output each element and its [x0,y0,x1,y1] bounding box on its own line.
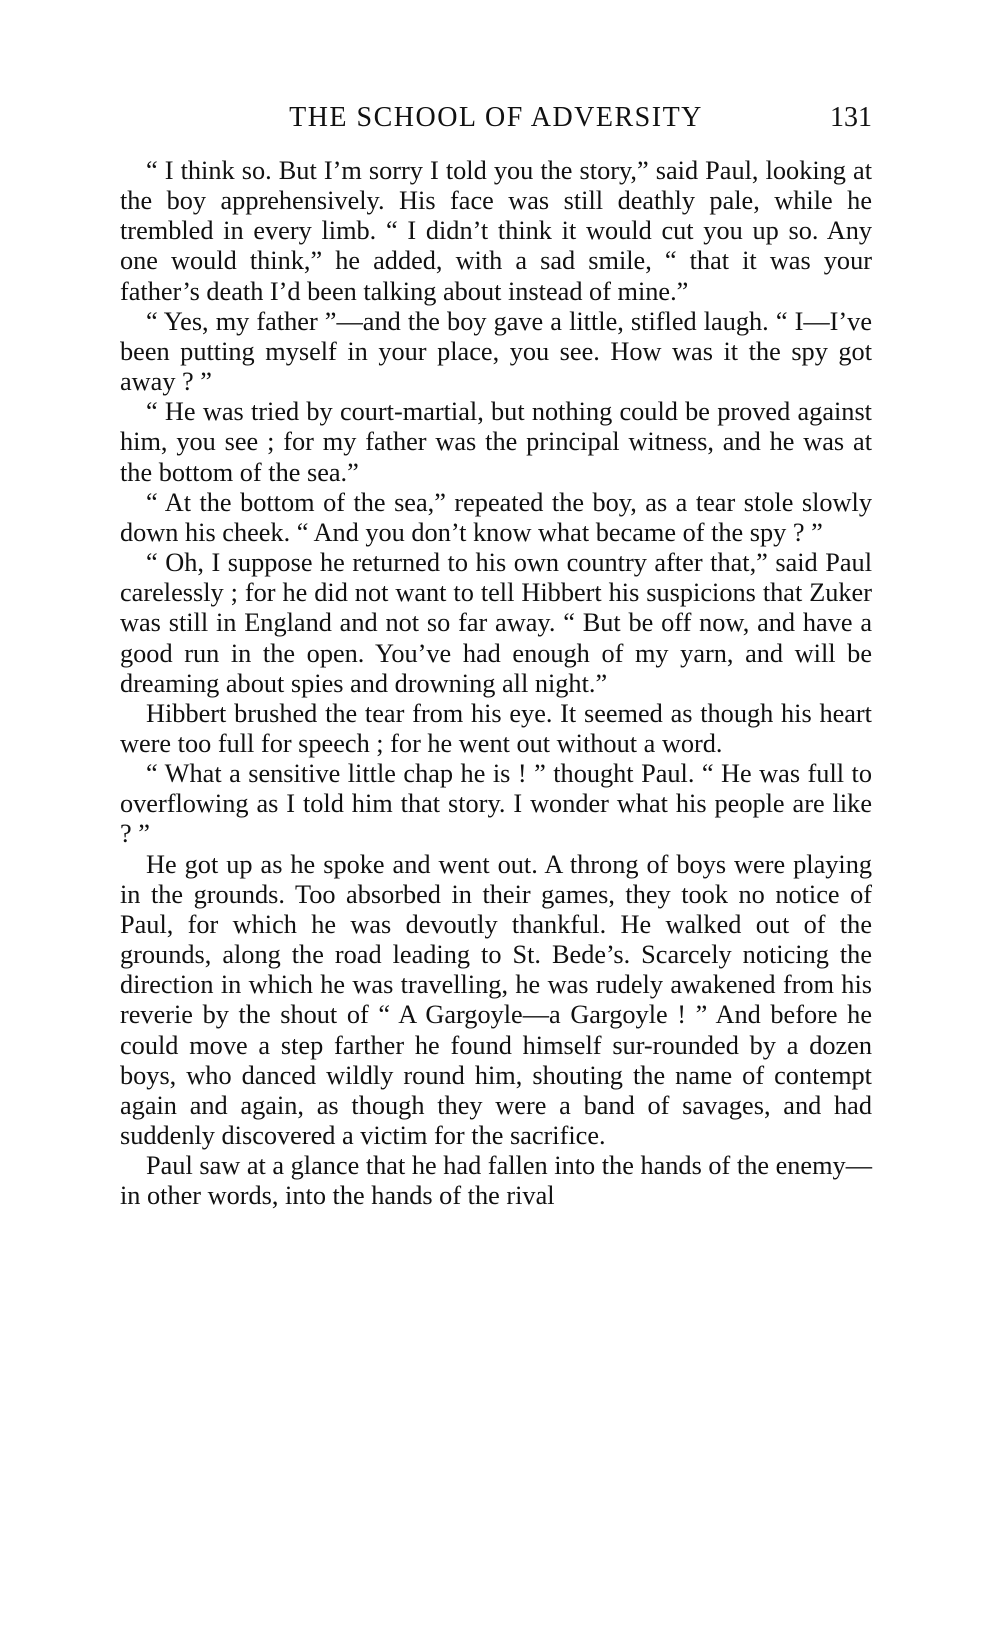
page-number: 131 [830,102,872,133]
paragraph: “ I think so. But I’m sorry I told you the story,” said Paul, looking at the boy apprehensively. His face was still deathly pale, while he trembled in every limb. “ I didn’t think it would cut you up so. Any one would think,” he added, with a sad smile, “ that it was your father’s death I’d been talking about instead of mine.” [120,156,872,306]
paragraph: “ Yes, my father ”—and the boy gave a little, stifled laugh. “ I—I’ve been putting myself in your place, you see. How was it the spy got away ? ” [120,306,872,397]
running-head [120,98,872,138]
paragraph: “ What a sensitive little chap he is ! ” thought Paul. “ He was full to overflowing as I told him that story. I wonder what his people are like ? ” [120,759,872,849]
paragraph: Hibbert brushed the tear from his eye. It seemed as though his heart were too full for speech ; for he went out without a word. [120,698,872,758]
paragraph: “ He was tried by court-martial, but nothing could be proved against him, you see ; for my father was the principal witness, and he was at the bottom of the sea.” [120,397,872,487]
paragraph: “ At the bottom of the sea,” repeated the boy, as a tear stole slowly down his cheek. “ And you don’t know what became of the spy ? ” [120,487,872,547]
paragraph: “ Oh, I suppose he returned to his own country after that,” said Paul carelessly ; for he did not want to tell Hibbert his suspicions that Zuker was still in England and not so far away. “ But be off now, and have a good run in the open. You’ve had enough of my yarn, and will be dreaming about spies and drowning all night.” [120,548,872,698]
paragraph: He got up as he spoke and went out. A throng of boys were playing in the grounds. Too absorbed in their games, they took no notice of Paul, for which he was devoutly thankful. He walked out of the grounds, along the road leading to St. Bede’s. Scarcely noticing the direction in which he was travelling, he was rudely awakened from his reverie by the shout of “ A Gargoyle—a Gargoyle ! ” And before he could move a step farther he found himself sur-rounded by a dozen boys, who danced wildly round him, shouting the name of contempt again and again, as though they were a band of savages, and had suddenly discovered a victim for the sacrifice. [120,849,872,1150]
paragraph: Paul saw at a glance that he had fallen into the hands of the enemy—in other words, into the hands of the rival [120,1151,872,1211]
body-text [120,156,872,1211]
running-title: THE SCHOOL OF ADVERSITY [289,102,703,133]
